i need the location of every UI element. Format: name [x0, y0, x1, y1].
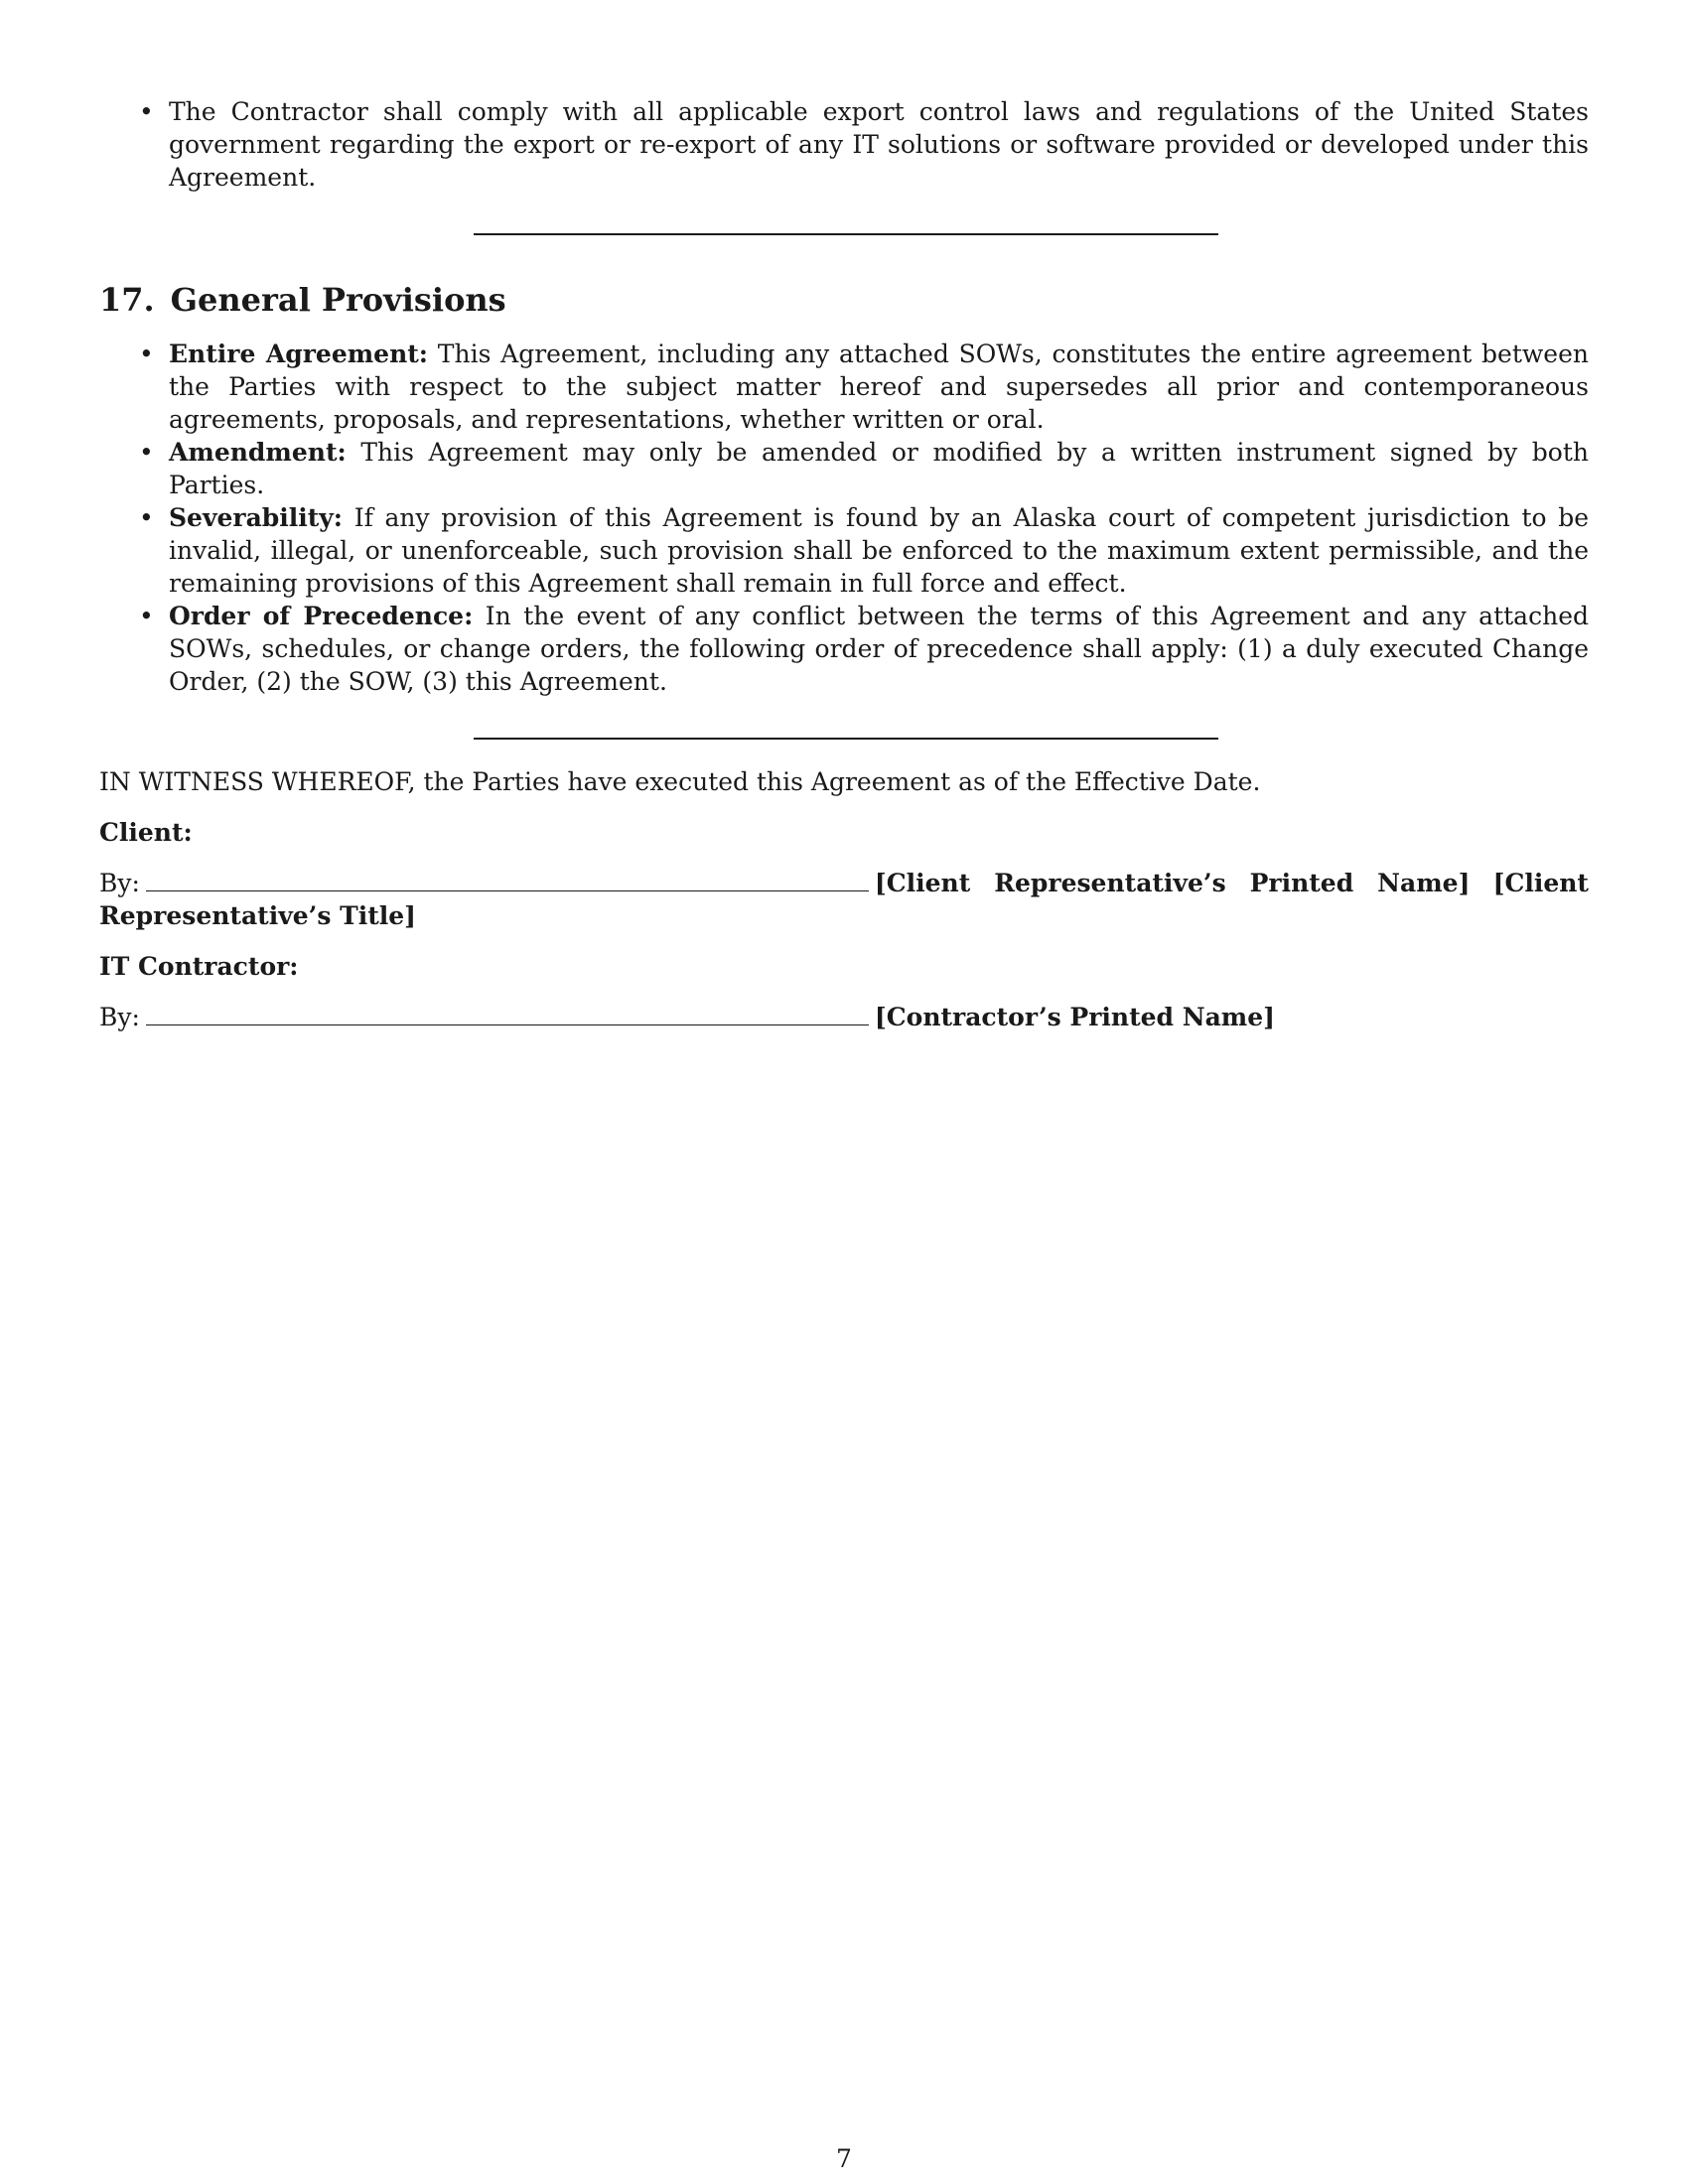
contractor-signature-line — [99, 1001, 1589, 1033]
client-signature-blank[interactable] — [146, 869, 869, 891]
intro-bullet-list — [99, 95, 1589, 194]
section-title: General Provisions — [170, 281, 506, 319]
client-title: [Client Representative’s Title] — [99, 869, 1589, 930]
bullet-icon: • — [139, 503, 154, 532]
page-number: 7 — [836, 2144, 852, 2173]
list-item-severability — [99, 501, 1589, 600]
provision-text: This Agreement, including any attached SOWs, constitutes the entire agreement between the Parties with respect to the subject matter hereof and supersedes all prior and contemporaneous agreements, proposals, and representations, whether written or oral. — [169, 340, 1589, 434]
by-label: By: — [99, 869, 140, 897]
list-item-amendment — [99, 436, 1589, 501]
document-page — [99, 95, 1589, 1033]
section-divider — [474, 233, 1218, 235]
provision-text: This Agreement may only be amended or modified by a written instrument signed by both Parties. — [169, 438, 1589, 499]
section-heading — [99, 280, 1589, 320]
contractor-printed-name: [Contractor’s Printed Name] — [874, 1003, 1275, 1031]
bullet-text: The Contractor shall comply with all applicable export control laws and regulations of the United States government regarding the export or re-export of any IT solutions or software provided or developed under this Agreement. — [169, 97, 1589, 192]
bullet-icon: • — [139, 340, 154, 368]
contractor-label: IT Contractor: — [99, 952, 299, 981]
contractor-signature-blank[interactable] — [146, 1003, 869, 1025]
list-item — [99, 95, 1589, 194]
section-divider — [474, 738, 1218, 740]
bullet-icon: • — [139, 438, 154, 467]
provision-term: Amendment: — [169, 438, 347, 467]
provision-term: Severability: — [169, 503, 344, 532]
provision-term: Order of Precedence: — [169, 602, 474, 630]
client-signature-line — [99, 867, 1589, 932]
general-provisions-list — [99, 338, 1589, 698]
provision-text: If any provision of this Agreement is found by an Alaska court of competent jurisdiction to be invalid, illegal, or unenforceable, such provision shall be enforced to the maximum extent permissible, and the remaining provisions of this Agreement shall remain in full force and effect. — [169, 503, 1589, 598]
section-number: 17. — [99, 281, 155, 319]
by-label: By: — [99, 1003, 140, 1031]
bullet-icon: • — [139, 97, 154, 126]
bullet-icon: • — [139, 602, 154, 630]
witness-statement: IN WITNESS WHEREOF, the Parties have executed this Agreement as of the Effective Date. — [99, 767, 1261, 796]
list-item-order-of-precedence — [99, 600, 1589, 698]
provision-term: Entire Agreement: — [169, 340, 429, 368]
list-item-entire-agreement — [99, 338, 1589, 436]
client-printed-name: [Client Representative’s Printed Name] — [874, 869, 1471, 897]
provision-text: In the event of any conflict between the terms of this Agreement and any attached SOWs, schedules, or change orders, the following order of precedence shall apply: (1) a duly executed Change Order, (2) the SOW, (3) this Agreement. — [169, 602, 1589, 696]
client-label: Client: — [99, 818, 193, 847]
